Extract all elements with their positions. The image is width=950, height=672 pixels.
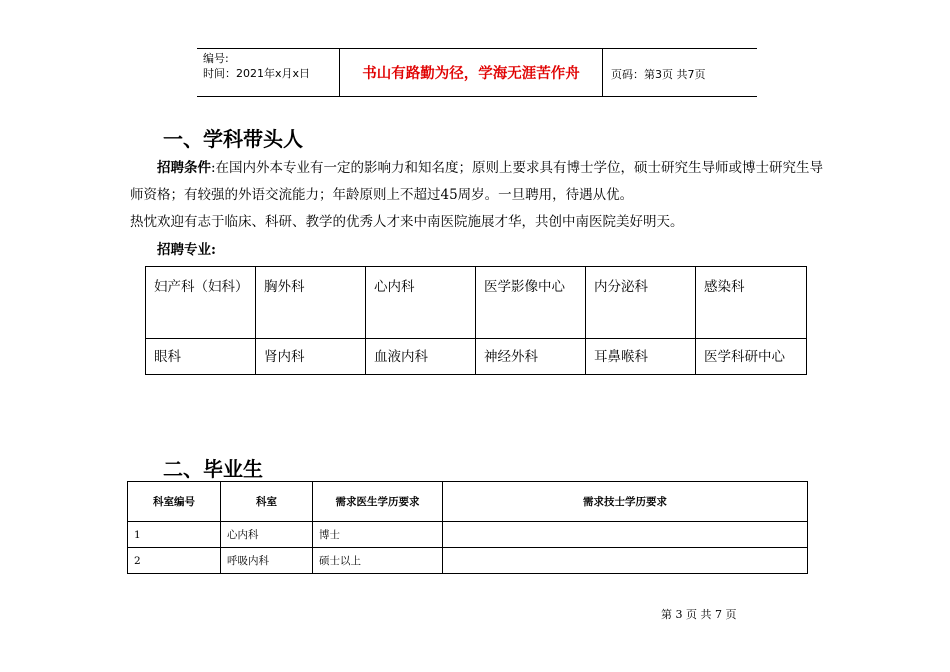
table-row xyxy=(128,522,808,548)
table-cell: 2 xyxy=(128,548,221,574)
table-cell: 呼吸内科 xyxy=(221,548,313,574)
conditions-text: :在国内外本专业有一定的影响力和知名度；原则上要求具有博士学位，硕士研究生导师或博士研究生导师资格；有较强的外语交流能力；年龄原则上不超过45周岁。一旦聘用，待遇从优。 xyxy=(130,160,824,203)
table-cell: 心内科 xyxy=(366,267,476,339)
table-cell: 胸外科 xyxy=(256,267,366,339)
table-cell: 医学科研中心 xyxy=(696,339,807,375)
table-cell: 1 xyxy=(128,522,221,548)
majors-label: 招聘专业: xyxy=(157,242,216,258)
conditions-label: 招聘条件 xyxy=(157,160,211,176)
header-motto-cell xyxy=(339,49,603,96)
table-cell: 心内科 xyxy=(221,522,313,548)
header-number-label: 编号: xyxy=(203,52,229,65)
table-row xyxy=(146,339,807,375)
majors-table xyxy=(145,266,807,375)
column-header: 科室编号 xyxy=(128,482,221,522)
column-header: 需求医生学历要求 xyxy=(313,482,443,522)
column-header: 需求技士学历要求 xyxy=(443,482,808,522)
table-cell: 硕士以上 xyxy=(313,548,443,574)
conditions-paragraph xyxy=(130,155,830,209)
table-cell: 肾内科 xyxy=(256,339,366,375)
section1-paragraph xyxy=(130,155,830,236)
page-footer: 第 3 页 共 7 页 xyxy=(661,608,737,621)
section2-title: 二、毕业生 xyxy=(163,457,263,481)
table-row xyxy=(128,548,808,574)
table-cell: 内分泌科 xyxy=(586,267,696,339)
table-cell: 血液内科 xyxy=(366,339,476,375)
table-header-row xyxy=(128,482,808,522)
table-cell xyxy=(443,522,808,548)
section1-title: 一、学科带头人 xyxy=(163,127,303,151)
graduates-table xyxy=(127,481,808,574)
header-page-code: 页码：第3页 共7页 xyxy=(611,68,706,81)
table-cell: 耳鼻喉科 xyxy=(586,339,696,375)
column-header: 科室 xyxy=(221,482,313,522)
header-meta xyxy=(203,51,310,81)
table-cell: 感染科 xyxy=(696,267,807,339)
table-row xyxy=(146,267,807,339)
invite-paragraph: 热忱欢迎有志于临床、科研、教学的优秀人才来中南医院施展才华，共创中南医院美好明天。 xyxy=(130,214,684,230)
table-cell xyxy=(443,548,808,574)
page-header xyxy=(197,48,757,97)
table-cell: 医学影像中心 xyxy=(476,267,586,339)
table-cell: 妇产科（妇科） xyxy=(146,267,256,339)
table-cell: 眼科 xyxy=(146,339,256,375)
table-cell: 神经外科 xyxy=(476,339,586,375)
header-time-label: 时间：2021年x月x日 xyxy=(203,67,311,80)
header-motto: 书山有路勤为径，学海无涯苦作舟 xyxy=(362,66,580,82)
table-cell: 博士 xyxy=(313,522,443,548)
